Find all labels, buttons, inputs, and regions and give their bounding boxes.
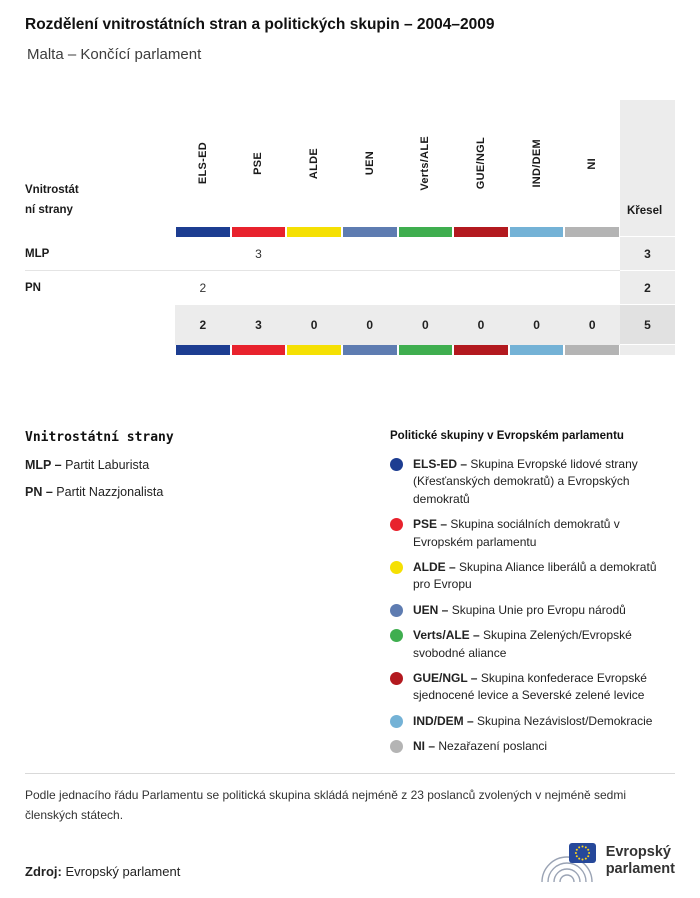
page-subtitle: Malta – Končící parlament xyxy=(27,46,202,63)
national-parties-legend xyxy=(25,430,390,763)
legend-group-item xyxy=(390,738,675,755)
cell-mlp-els-ed xyxy=(175,237,231,271)
color-bar-bottom-alde xyxy=(286,345,342,355)
totals-label-cell xyxy=(25,305,175,345)
verts-ale-color-dot xyxy=(390,629,403,642)
cell-mlp-ind-dem xyxy=(509,237,565,271)
column-header-uen: UEN xyxy=(363,151,376,176)
els-ed-color-dot xyxy=(390,458,403,471)
political-groups-legend xyxy=(390,430,675,763)
legend-group-text: UEN – Skupina Unie pro Evropu národů xyxy=(413,602,626,617)
legend-group-item xyxy=(390,559,675,594)
party-label-mlp: MLP xyxy=(25,237,175,271)
column-header-alde: ALDE xyxy=(308,147,321,180)
footnote-text: Podle jednacího řádu Parlamentu se politická skupina skládá nejméně z 23 poslanců zvolených v nejméně sedmi členských státech. xyxy=(25,788,627,822)
pse-color-dot xyxy=(390,518,403,531)
legend-section xyxy=(25,430,675,763)
logo-word-2: parlament xyxy=(605,861,675,877)
cell-mlp-alde xyxy=(286,237,342,271)
logo-word-1: Evropský xyxy=(605,844,671,861)
total-alde: 0 xyxy=(286,305,342,345)
cell-pn-uen xyxy=(342,271,398,305)
cell-pn-alde xyxy=(286,271,342,305)
footnote-divider xyxy=(25,773,675,774)
total-gue-ngl: 0 xyxy=(453,305,509,345)
total-uen: 0 xyxy=(342,305,398,345)
source-line xyxy=(25,864,180,879)
color-bar-alde xyxy=(286,227,342,237)
cell-mlp-uen xyxy=(342,237,398,271)
uen-color-dot xyxy=(390,604,403,617)
party-abbr: MLP – xyxy=(25,458,62,472)
column-header-pse: PSE xyxy=(252,152,265,175)
political-groups-heading: Politické skupiny v Evropském parlamentu xyxy=(390,430,624,442)
color-bar-bottom-gue-ngl xyxy=(453,345,509,355)
gue-ngl-color-dot xyxy=(390,672,403,685)
party-label-pn: PN xyxy=(25,282,41,294)
legend-group-item xyxy=(390,456,675,508)
cell-mlp-ni xyxy=(564,237,620,271)
legend-group-text: IND/DEM – Skupina Nezávislost/Demokracie xyxy=(413,713,653,728)
alde-color-dot xyxy=(390,561,403,574)
total-ni: 0 xyxy=(564,305,620,345)
cell-mlp-gue-ngl xyxy=(453,237,509,271)
seats-pn: 2 xyxy=(620,271,675,305)
color-bar-verts-ale xyxy=(398,227,454,237)
legend-group-item xyxy=(390,602,675,619)
seats-column-header: Křesel xyxy=(620,100,675,227)
color-bar-bottom-pse xyxy=(231,345,287,355)
spacer-cell xyxy=(25,227,175,237)
column-header-ind-dem: IND/DEM xyxy=(530,139,543,188)
column-header-verts-ale: Verts/ALE xyxy=(419,136,432,191)
legend-group-text: PSE – Skupina sociálních demokratů v Evropském parlamentu xyxy=(413,517,620,549)
logo-wordmark xyxy=(606,844,675,877)
cell-mlp-pse: 3 xyxy=(231,237,287,271)
cell-pn-pse xyxy=(231,271,287,305)
legend-group-text: ALDE – Skupina Aliance liberálů a demokratů pro Evropu xyxy=(413,559,657,592)
color-bar-pse xyxy=(231,227,287,237)
hemicycle-icon xyxy=(536,838,598,884)
ind-dem-color-dot xyxy=(390,715,403,728)
column-header-els-ed: ELS-ED xyxy=(196,142,209,185)
ni-color-dot xyxy=(390,740,403,753)
color-bar-bottom-verts-ale xyxy=(398,345,454,355)
cell-pn-gue-ngl xyxy=(453,271,509,305)
cell-pn-ind-dem xyxy=(509,271,565,305)
color-bar-uen xyxy=(342,227,398,237)
color-bar-bottom-ind-dem xyxy=(509,345,565,355)
legend-group-text: NI – Nezařazení poslanci xyxy=(413,739,548,754)
cell-pn-verts-ale xyxy=(398,271,454,305)
seats-mlp: 3 xyxy=(620,237,675,271)
legend-group-item xyxy=(390,627,675,662)
page-title: Rozdělení vnitrostátních stran a politických skupin – 2004–2009 xyxy=(25,16,495,33)
row-header-label: Vnitrostátní strany xyxy=(25,183,79,217)
party-legend-item xyxy=(25,458,390,472)
column-header-gue-ngl: GUE/NGL xyxy=(474,137,487,190)
legend-group-item xyxy=(390,516,675,551)
color-bar-bottom-ni xyxy=(564,345,620,355)
cell-pn-els-ed: 2 xyxy=(199,281,207,295)
color-bar-bottom-uen xyxy=(342,345,398,355)
legend-group-item xyxy=(390,670,675,705)
seats-spacer-cell xyxy=(620,227,675,237)
total-els-ed: 2 xyxy=(175,305,231,345)
legend-group-text: GUE/NGL – Skupina konfederace Evropské sjednocené levice a Severské zelené levice xyxy=(413,670,647,703)
cell-pn-ni xyxy=(564,271,620,305)
source-value: Evropský parlament xyxy=(65,864,181,879)
total-pse: 3 xyxy=(231,305,287,345)
legend-group-text: ELS-ED – Skupina Evropské lidové strany (Křesťanských demokratů) a Evropských demokratů xyxy=(413,457,638,506)
spacer-cell xyxy=(25,345,175,355)
color-bar-ni xyxy=(564,227,620,237)
distribution-table xyxy=(25,100,675,355)
color-bar-ind-dem xyxy=(509,227,565,237)
european-parliament-logo xyxy=(536,838,675,884)
color-bar-gue-ngl xyxy=(453,227,509,237)
legend-group-text: Verts/ALE – Skupina Zelených/Evropské svobodné aliance xyxy=(413,628,632,660)
source-label: Zdroj: xyxy=(25,864,62,879)
column-header-ni: NI xyxy=(586,157,599,170)
seats-spacer-cell xyxy=(620,345,675,355)
cell-mlp-verts-ale xyxy=(398,237,454,271)
national-parties-heading: Vnitrostátní strany xyxy=(25,430,174,445)
total-seats: 5 xyxy=(620,305,675,345)
total-verts-ale: 0 xyxy=(398,305,454,345)
color-bar-bottom-els-ed xyxy=(175,345,231,355)
color-bar-els-ed xyxy=(175,227,231,237)
party-name: Partit Laburista xyxy=(65,458,150,472)
party-legend-item xyxy=(25,485,390,499)
party-name: Partit Nazzjonalista xyxy=(56,485,164,499)
party-abbr: PN – xyxy=(25,485,53,499)
total-ind-dem: 0 xyxy=(509,305,565,345)
legend-group-item xyxy=(390,713,675,730)
